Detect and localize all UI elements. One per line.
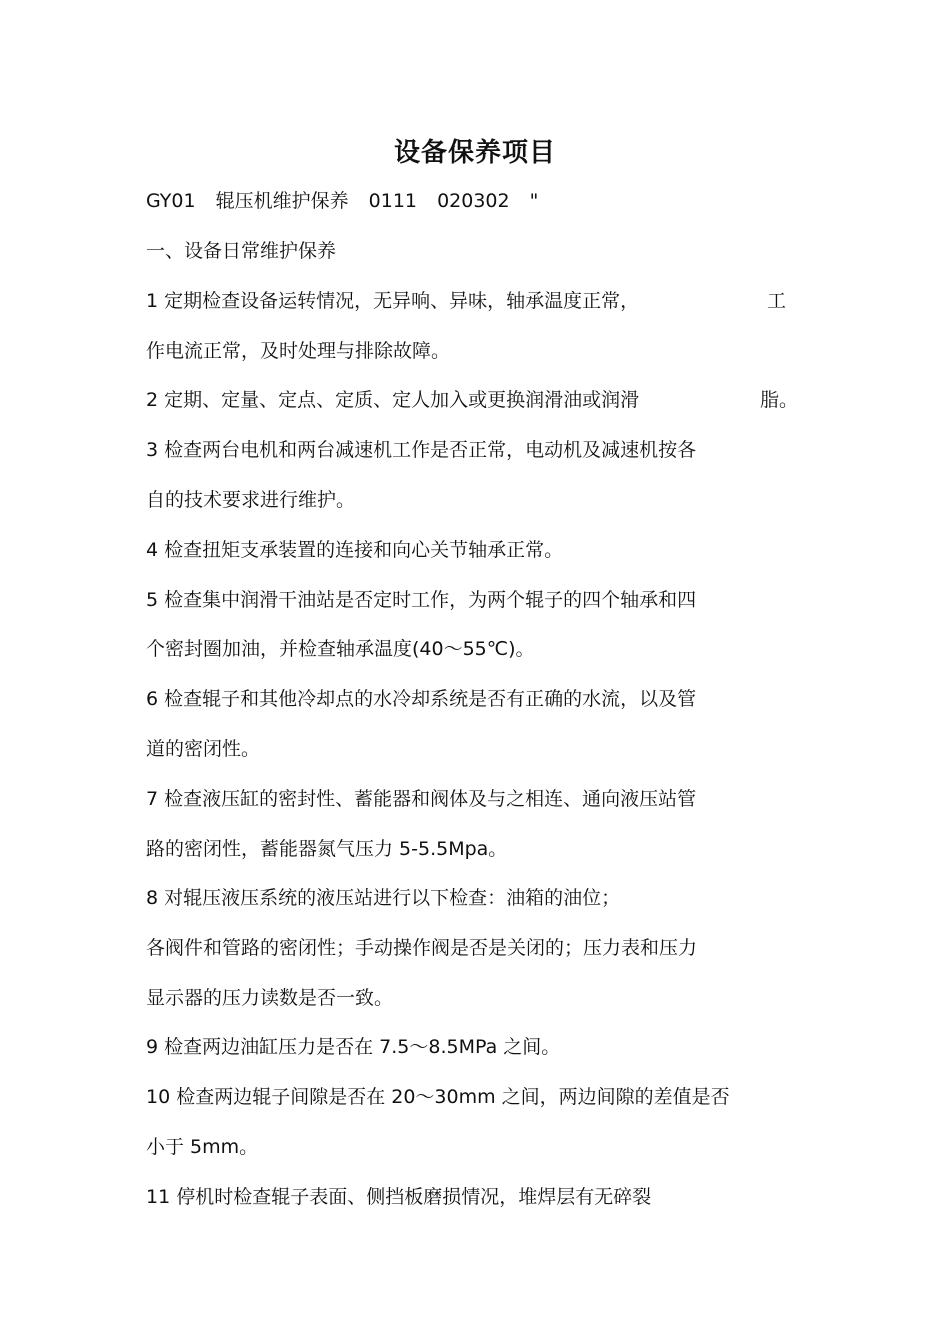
paragraph-line-1-end: 工 <box>766 290 786 312</box>
equipment-name: 辊压机维护保养 <box>215 190 349 212</box>
paragraph-line-19: 11 停机时检查辊子表面、侧挡板磨损情况，堆焊层有无碎裂 <box>146 1186 652 1208</box>
paragraph-line-17: 10 检查两边辊子间隙是否在 20～30mm 之间，两边间隙的差值是否 <box>146 1086 730 1108</box>
paragraph-line-13: 8 对辊压液压系统的液压站进行以下检查：油箱的油位； <box>146 887 621 909</box>
section-heading: 一、设备日常维护保养 <box>146 240 337 262</box>
paragraph-line-2: 作电流正常，及时处理与排除故障。 <box>146 340 451 362</box>
equipment-code-line <box>146 186 552 216</box>
paragraph-line-11: 7 检查液压缸的密封性、蓄能器和阀体及与之相连、通向液压站管 <box>146 788 697 810</box>
paragraph-line-8: 个密封圈加油，并检查轴承温度(40～55℃)。 <box>146 638 535 660</box>
code-number-1: 0111 <box>368 190 418 212</box>
paragraph-line-1-text: 1 定期检查设备运转情况，无异响、异味，轴承温度正常， <box>146 290 640 312</box>
page-title: 设备保养项目 <box>393 138 556 168</box>
paragraph-line-14: 各阀件和管路的密闭性；手动操作阀是否是关闭的；压力表和压力 <box>146 937 698 959</box>
paragraph-line-15: 显示器的压力读数是否一致。 <box>146 987 394 1009</box>
paragraph-line-3-text: 2 定期、定量、定点、定质、定人加入或更换润滑油或润滑 <box>146 389 640 411</box>
paragraph-line-18: 小于 5mm。 <box>146 1136 259 1158</box>
equipment-code: GY01 <box>146 190 196 212</box>
paragraph-line-10: 道的密闭性。 <box>146 738 261 760</box>
paragraph-line-16: 9 检查两边油缸压力是否在 7.5～8.5MPa 之间。 <box>146 1036 561 1058</box>
paragraph-line-5: 自的技术要求进行维护。 <box>146 489 356 511</box>
paragraph-line-9: 6 检查辊子和其他冷却点的水冷却系统是否有正确的水流，以及管 <box>146 688 697 710</box>
quote-mark: " <box>529 190 539 212</box>
code-number-2: 020302 <box>437 190 510 212</box>
paragraph-line-12: 路的密闭性，蓄能器氮气压力 5-5.5Mpa。 <box>146 838 508 860</box>
paragraph-line-3-end: 脂。 <box>759 389 798 411</box>
paragraph-line-4: 3 检查两台电机和两台减速机工作是否正常，电动机及减速机按各 <box>146 439 697 461</box>
paragraph-line-6: 4 检查扭矩支承装置的连接和向心关节轴承正常。 <box>146 539 564 561</box>
paragraph-line-7: 5 检查集中润滑干油站是否定时工作，为两个辊子的四个轴承和四 <box>146 589 697 611</box>
